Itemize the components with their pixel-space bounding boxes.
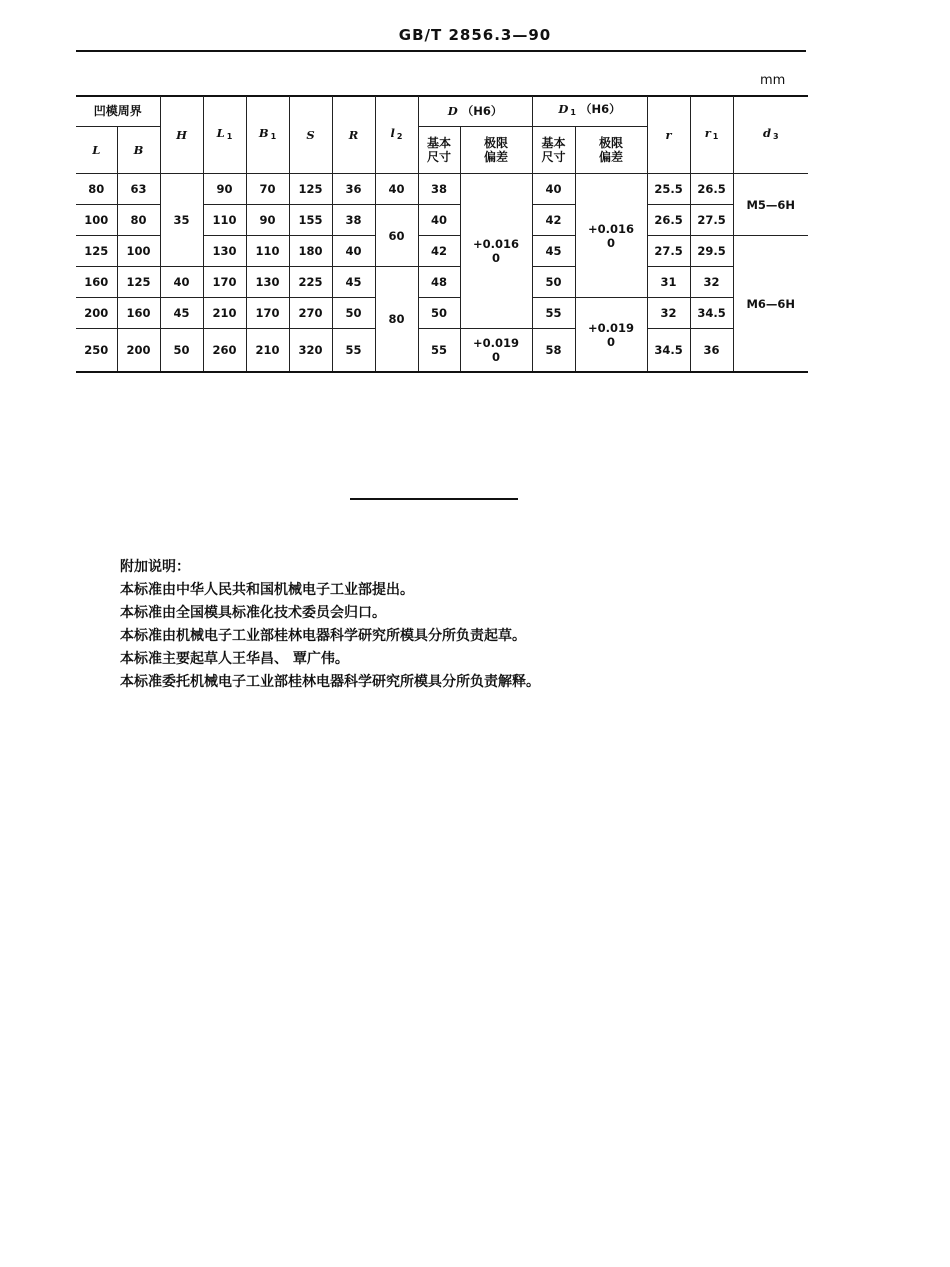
cell-B: 160 [117, 298, 160, 329]
table-row [76, 174, 808, 205]
header-B1-label: B [258, 125, 269, 140]
header-rule [76, 50, 806, 52]
header-d3-label: d [762, 125, 772, 140]
cell-R: 40 [332, 236, 375, 267]
header-H-label: H [176, 127, 187, 142]
header-d3-sub: 3 [773, 131, 779, 141]
notes-line: 本标准委托机械电子工业部桂林电器科学研究所模具分所负责解释。 [120, 674, 540, 690]
header-H [160, 96, 203, 174]
table-row [76, 298, 808, 329]
cell-L1: 90 [203, 174, 246, 205]
cell-D: 50 [418, 298, 460, 329]
header-d3 [733, 96, 808, 174]
header-B-label: B [133, 143, 144, 157]
header-D-label: D [447, 104, 458, 118]
header-B [117, 127, 160, 174]
cell-D1: 58 [532, 329, 575, 373]
cell-D1: 42 [532, 205, 575, 236]
header-L1-sub: 1 [226, 131, 233, 141]
header-D1-limit-dev: 极限偏差 [575, 127, 647, 174]
cell-H: 35 [160, 174, 203, 267]
cell-r1: 36 [690, 329, 733, 373]
cell-r1: 32 [690, 267, 733, 298]
cell-D: 48 [418, 267, 460, 298]
cell-S: 225 [289, 267, 332, 298]
cell-B1: 210 [246, 329, 289, 373]
cell-D: 40 [418, 205, 460, 236]
cell-D-deviation: +0.019 0 [460, 329, 532, 373]
header-D-limit-dev: 极限偏差 [460, 127, 532, 174]
cell-B1: 170 [246, 298, 289, 329]
cell-L: 100 [76, 205, 117, 236]
table-row [76, 329, 808, 373]
unit-label: mm [760, 73, 786, 88]
cell-L1: 260 [203, 329, 246, 373]
header-r-label: r [665, 127, 672, 142]
header-L [76, 127, 117, 174]
header-r1-label: r [704, 125, 711, 140]
cell-L1: 130 [203, 236, 246, 267]
header-S [289, 96, 332, 174]
header-B1 [246, 96, 289, 174]
cell-S: 155 [289, 205, 332, 236]
cell-B1: 70 [246, 174, 289, 205]
cell-r1: 26.5 [690, 174, 733, 205]
cell-D1: 55 [532, 298, 575, 329]
header-D1-label: D [558, 102, 569, 116]
header-D1-sub: 1 [570, 108, 576, 117]
cell-B: 200 [117, 329, 160, 373]
cell-L1: 210 [203, 298, 246, 329]
cell-H: 45 [160, 298, 203, 329]
cell-D1: 45 [532, 236, 575, 267]
section-divider [350, 498, 518, 500]
cell-B1: 90 [246, 205, 289, 236]
table-row [76, 267, 808, 298]
cell-L1: 170 [203, 267, 246, 298]
cell-d3: M5—6H [733, 174, 808, 236]
cell-r1: 29.5 [690, 236, 733, 267]
header-L1-label: L [216, 125, 225, 140]
header-D1-basic-size: 基本尺寸 [532, 127, 575, 174]
header-D1-fit: （H6） [580, 102, 621, 116]
header-l2 [375, 96, 418, 174]
header-R [332, 96, 375, 174]
header-L1 [203, 96, 246, 174]
cell-R: 50 [332, 298, 375, 329]
header-r [647, 96, 690, 174]
cell-r: 32 [647, 298, 690, 329]
cell-D: 55 [418, 329, 460, 373]
document-code: GB/T 2856.3—90 [398, 26, 552, 44]
header-die-perimeter: 凹模周界 [76, 96, 160, 127]
cell-S: 125 [289, 174, 332, 205]
cell-D1: 50 [532, 267, 575, 298]
cell-B: 100 [117, 236, 160, 267]
dimension-table [76, 96, 808, 373]
notes-line: 本标准主要起草人王华昌、 覃广伟。 [120, 651, 349, 667]
cell-l2: 40 [375, 174, 418, 205]
header-r1-sub: 1 [712, 131, 719, 141]
notes-title: 附加说明： [120, 559, 190, 575]
header-r1 [690, 96, 733, 174]
header-L-label: L [92, 143, 101, 157]
header-R-label: R [348, 127, 359, 142]
cell-d3: M6—6H [733, 236, 808, 373]
cell-R: 38 [332, 205, 375, 236]
additional-notes [120, 556, 540, 694]
header-D [418, 96, 532, 127]
cell-D-deviation: +0.016 0 [460, 174, 532, 329]
notes-line: 本标准由全国模具标准化技术委员会归口。 [120, 605, 386, 621]
notes-line: 本标准由机械电子工业部桂林电器科学研究所模具分所负责起草。 [120, 628, 526, 644]
cell-H: 40 [160, 267, 203, 298]
cell-L: 125 [76, 236, 117, 267]
header-row-1 [76, 96, 808, 127]
cell-S: 180 [289, 236, 332, 267]
cell-l2: 80 [375, 267, 418, 373]
cell-L: 200 [76, 298, 117, 329]
cell-L1: 110 [203, 205, 246, 236]
cell-L: 250 [76, 329, 117, 373]
cell-r: 34.5 [647, 329, 690, 373]
cell-B1: 110 [246, 236, 289, 267]
cell-D1-deviation: +0.016 0 [575, 174, 647, 298]
cell-R: 45 [332, 267, 375, 298]
cell-L: 80 [76, 174, 117, 205]
notes-line: 本标准由中华人民共和国机械电子工业部提出。 [120, 582, 414, 598]
cell-L: 160 [76, 267, 117, 298]
cell-r: 27.5 [647, 236, 690, 267]
cell-B: 125 [117, 267, 160, 298]
cell-r1: 27.5 [690, 205, 733, 236]
cell-B: 63 [117, 174, 160, 205]
header-l2-label: l [390, 125, 395, 140]
cell-R: 55 [332, 329, 375, 373]
cell-H: 50 [160, 329, 203, 373]
cell-D1-deviation: +0.019 0 [575, 298, 647, 373]
cell-r: 31 [647, 267, 690, 298]
cell-l2: 60 [375, 205, 418, 267]
header-l2-sub: 2 [396, 131, 403, 141]
cell-r1: 34.5 [690, 298, 733, 329]
cell-R: 36 [332, 174, 375, 205]
header-S-label: S [306, 127, 315, 142]
header-D-basic-size: 基本尺寸 [418, 127, 460, 174]
cell-S: 270 [289, 298, 332, 329]
cell-r: 26.5 [647, 205, 690, 236]
cell-r: 25.5 [647, 174, 690, 205]
cell-D: 42 [418, 236, 460, 267]
header-D1 [532, 96, 647, 127]
header-D-fit: （H6） [461, 104, 503, 118]
cell-D1: 40 [532, 174, 575, 205]
cell-B1: 130 [246, 267, 289, 298]
cell-S: 320 [289, 329, 332, 373]
cell-D: 38 [418, 174, 460, 205]
cell-B: 80 [117, 205, 160, 236]
header-B1-sub: 1 [270, 131, 277, 141]
